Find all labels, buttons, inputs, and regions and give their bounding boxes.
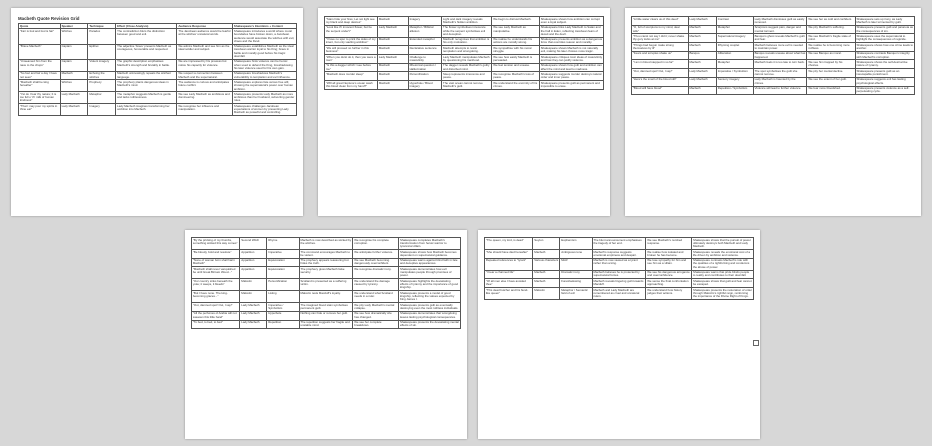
table-cell: The graphic description emphasises Macbeth's strength and brutality in battle.	[116, 59, 177, 71]
table-cell: Hyperbole	[267, 311, 299, 320]
table-cell: Equivocation	[267, 258, 299, 267]
table-cell: Shakespeare contrasts Macbeth's rule with the qualities of a rightful king and condemns the abuse of power.	[692, 258, 754, 270]
table-cell: Euphemism	[560, 238, 592, 250]
table-cell: Banquo	[688, 51, 716, 60]
table-row	[19, 44, 297, 59]
table-cell: Malcolm tests Macduff's loyalty.	[299, 291, 353, 303]
table-cell: Shakespeare presents a model of good kingship, reflecting the values expected by King James I.	[399, 291, 461, 303]
table-cell: Macbeth	[378, 63, 409, 72]
table-cell: Shakespeare highlights the devastating effects of tyranny and the importance of good kingship.	[399, 279, 461, 291]
table-cell: We see him trapped by his choices.	[807, 60, 855, 69]
quote-cell: "Macbeth does murder sleep"	[325, 72, 378, 81]
quote-cell: Repeated references to "tyrant"	[485, 258, 533, 270]
table-cell: We see Macbeth's fragile state of mind.	[807, 34, 855, 43]
table-row	[19, 29, 297, 44]
table-cell: Macbeth unknowingly repeats the witches' language.	[116, 71, 177, 80]
table-cell: Shakespeare shows how Macbeth becomes dependent on supernatural guidance.	[399, 249, 461, 258]
table-cell: We see his dangerous arrogance and overconfidence.	[647, 270, 690, 278]
quote-table	[191, 237, 461, 329]
revision-grid-page-1	[11, 8, 303, 216]
table-cell: Supernatural imagery	[716, 34, 753, 43]
table-cell: Shakespeare presents Lady Macbeth as more ambitious than her husband, subverting gender roles.	[233, 92, 297, 104]
table-cell: Hyperbole / Blood imagery	[408, 81, 441, 90]
table-cell: Shakespeare reveals the emotional cost of a life driven by ambition and violence.	[692, 249, 754, 258]
table-cell: Sleep represents innocence and peace.	[442, 72, 492, 81]
table-cell: The repetition suggests her fragile and unstable mind.	[299, 320, 353, 329]
table-row	[192, 249, 461, 258]
table-cell: Shakespeare warns that pride blinds people to reality and contributes to their downfall.	[692, 270, 754, 279]
table-cell: We are impressed by his prowess but notice his capacity for violence.	[177, 59, 233, 71]
quote-cell: "Fair is foul and foul is fair"	[19, 29, 61, 44]
table-row	[325, 37, 604, 46]
table-cell: Shakespeare demonstrates how evil manipulates people through promises of power.	[399, 267, 461, 279]
table-cell: Shakespeare completes Macbeth's transformation from heroic warrior to tyrannical villain.	[399, 238, 461, 250]
table-cell: Violence will lead to further violence.	[753, 86, 807, 95]
table-row	[325, 17, 604, 26]
quote-cell: "I have no spur to prick the sides of my intent, but only vaulting ambition"	[325, 37, 376, 45]
table-cell: The audience is curious and anticipates future conflict.	[177, 80, 233, 92]
quote-cell: "So foul and fair a day I have not seen"	[19, 71, 61, 80]
table-cell: Shakespeare presents violence as a self-perpetuating cycle.	[855, 86, 914, 95]
table-cell: Lady Macbeth	[378, 25, 409, 37]
table-row	[19, 71, 297, 80]
quote-cell: "None of woman born shall harm Macbeth"	[192, 258, 240, 267]
table-cell: Shakespeare shows how one crime leads to another.	[856, 42, 913, 50]
header-cell: Speaker	[60, 24, 88, 29]
quote-cell: "Things bad begun make strong themselves by ill"	[632, 43, 689, 52]
quote-cell: "Macbeth shall be king hereafter"	[19, 80, 61, 92]
table-row	[632, 51, 915, 60]
quote-cell: "We will proceed no further in this business"	[325, 46, 378, 55]
table-cell: Lady Macbeth is haunted by the crimes.	[753, 77, 807, 86]
table-cell: Macbeth and Lady Macbeth are remembered as cruel and unnatural rulers.	[592, 287, 646, 299]
table-cell: We suspect a connection between Macbeth and the supernatural.	[177, 71, 233, 80]
table-cell: Second Witch	[240, 238, 267, 250]
table-cell: Rhyme	[267, 238, 299, 250]
table-cell: We recognise Macbeth's loss of peace.	[492, 72, 539, 81]
table-cell: We pity Lady Macbeth's mental collapse.	[353, 303, 399, 312]
table-row	[485, 270, 754, 279]
revision-grid-page-3	[625, 8, 921, 216]
table-cell: Shakespeare critiques toxic ideas of masculinity and how they can justify violence.	[540, 54, 603, 62]
table-cell: Various characters	[533, 258, 560, 270]
quote-cell: "To bed, to bed, to bed"	[192, 320, 240, 329]
table-cell: Macbeth's response suggests emotional emptiness and despair.	[592, 249, 646, 258]
quote-cell: "Blood will have blood"	[632, 86, 689, 95]
table-cell: The dagger reveals Macbeth's guilty and disturbed mind.	[442, 63, 492, 72]
table-cell: Lady Macbeth dismisses guilt as easily removed.	[753, 17, 807, 26]
table-cell: Imperative	[267, 249, 299, 258]
table-cell: Epithet	[88, 44, 116, 59]
table-row	[192, 320, 461, 329]
quote-cell: "Unseamed him from the nave to the chops"	[19, 59, 61, 71]
table-row	[325, 55, 604, 64]
table-cell: Metaphor	[88, 92, 116, 104]
table-cell: We lose sympathy for him and see him as a villain.	[646, 258, 692, 270]
table-cell: Shakespeare contrasts Banquo's integrity with Macbeth's corruption.	[855, 51, 914, 60]
table-cell: Lady Macbeth manipulates Macbeth by questioning his manhood.	[442, 55, 492, 64]
table-cell: Macbeth	[688, 25, 716, 34]
table-cell: The adjective 'brave' presents Macbeth as courageous, honourable and respected.	[116, 44, 177, 59]
table-cell: Lady Macbeth	[688, 77, 716, 86]
table-cell: Equivocation	[267, 267, 299, 279]
table-row	[192, 238, 461, 250]
table-cell: Apparition	[240, 258, 267, 267]
table-cell: Lady Macbeth	[688, 69, 716, 78]
table-cell: We begin to distrust Macbeth.	[492, 17, 539, 26]
table-row	[632, 25, 915, 34]
table-cell: Metaphor / Biblical allusion	[408, 25, 441, 37]
quote-cell: "I am in blood stepped in so far"	[632, 60, 689, 69]
table-cell: Light and dark imagery reveals Macbeth's hidden ambition.	[442, 17, 492, 26]
table-cell: Lady Macbeth	[60, 104, 88, 116]
quote-cell: "She should have died hereafter"	[485, 249, 533, 258]
table-cell: We see Macbeth's numbed response.	[646, 238, 692, 250]
table-cell: The command encourages Macbeth to be violent.	[299, 249, 353, 258]
table-cell: Echoing the witches	[88, 71, 116, 80]
table-cell: The prophecy plants dangerous ideas in Macbeth's mind.	[116, 80, 177, 92]
table-cell: Macbeth	[688, 43, 716, 52]
quote-cell: "Of all men else I have avoided thee"	[485, 279, 533, 288]
table-cell: Shakespeare foreshadows Macbeth's vulnerability to temptation and evil influence.	[233, 71, 297, 80]
table-cell: We anticipate further violence.	[353, 249, 399, 258]
table-cell: We see how dramatically she has changed.	[353, 311, 399, 320]
table-cell: Apparition	[240, 249, 267, 258]
table-row	[19, 92, 297, 104]
table-cell: Macbeth feels it is too late to turn back.	[753, 60, 807, 69]
header-cell: Quote	[19, 24, 61, 29]
quote-cell: "Is this a dagger which I see before me"	[325, 63, 378, 72]
header-cell: Technique	[88, 24, 116, 29]
table-cell: Shakespeare presents the restoration of order through Malcolm's rightful reign, reinforcing the importance of the Divine Right of Kings.	[692, 287, 752, 299]
quote-cell: "I bear a charmed life"	[485, 270, 533, 279]
quote-cell: "When you durst do it, then you were a man"	[325, 54, 376, 62]
quote-cell: "Brave Macbeth"	[19, 44, 61, 59]
table-cell: Macbeth	[688, 60, 716, 69]
table-cell: Witches	[60, 29, 88, 44]
table-cell: We pity her mental decline.	[807, 69, 855, 78]
table-cell: Malcolm	[533, 287, 560, 299]
table-cell: Metaphor	[716, 25, 753, 34]
table-cell: We realise he understands his actions are morally wrong.	[492, 37, 539, 46]
table-cell: Shakespeare presents guilt as eventually destroying even the most ruthless individuals.	[399, 303, 461, 312]
table-cell: We recognise her influence and manipulation.	[177, 104, 233, 116]
table-cell: Motif	[560, 258, 592, 270]
table-cell: Listing	[267, 291, 299, 303]
table-cell: The imagined blood stain symbolises permanent guilt.	[299, 303, 353, 312]
table-row	[19, 104, 297, 116]
table-row	[192, 311, 461, 320]
table-row	[485, 279, 754, 288]
table-cell: Personification	[408, 72, 441, 81]
table-cell: Macbeth believes more evil is needed to maintain power.	[753, 43, 807, 52]
quote-cell: "Our country sinks beneath the yoke; it weeps, it bleeds"	[192, 279, 240, 291]
table-cell: We pity Macbeth's suffering.	[807, 25, 855, 34]
resize-handle[interactable]	[753, 340, 759, 346]
table-cell: Lady Macbeth imagines transforming her ambition into Macbeth.	[116, 104, 177, 116]
table-row	[325, 46, 604, 55]
table-cell: Shakespeare suggests murder destroys natural order and inner peace.	[539, 72, 603, 81]
table-row	[19, 59, 297, 71]
table-cell: The blunt announcement emphasises the tragedy of her end.	[592, 238, 646, 250]
table-cell: The metaphor suggests Macbeth is gentle and lacks ruthlessness.	[116, 92, 177, 104]
table-cell: Shakespeare shows that the pursuit of power ultimately destroys both Macbeth and Lady Macbeth.	[692, 238, 754, 250]
table-cell: Shakespeare presents the devastating mental effects of sin.	[399, 320, 459, 328]
table-cell: We recognise his complete corruption.	[353, 238, 399, 250]
table-cell: Macbeth	[378, 46, 409, 55]
table-cell: Rhyming couplet	[716, 43, 753, 52]
quote-cell: "Macbeth shall never vanquished be until Great Birnam Wood..."	[192, 267, 240, 279]
table-cell: We feel tension and unease.	[492, 63, 539, 72]
table-cell: The contradiction blurs the distinction between good and evil.	[116, 29, 177, 44]
table-cell: Imperative / Symbolism	[267, 303, 299, 312]
table-cell: We realise he is becoming more ruthless.	[807, 43, 855, 52]
table-cell: Shakespeare shows how guilt and ambition can affect the mind and lead to madness.	[540, 63, 602, 71]
table-cell: Macbeth	[533, 270, 560, 279]
table-row	[632, 34, 915, 43]
table-cell: Lady Macbeth	[240, 311, 267, 320]
table-cell: Sensory imagery	[716, 77, 753, 86]
table-cell: Macbeth	[60, 71, 88, 80]
table-cell: Shakespeare shows that guilt and fear cannot be escaped.	[692, 278, 752, 287]
table-row	[192, 258, 461, 267]
table-cell: Paradox	[88, 29, 116, 44]
table-row	[485, 258, 754, 270]
quote-cell: "Will all great Neptune's ocean wash this blood clean from my hand?"	[325, 81, 378, 90]
table-cell: Shakespeare shows how ambition can corrupt even a loyal subject.	[539, 17, 603, 26]
table-cell: The flower symbolises innocence while the serpent symbolises evil and deception.	[442, 25, 492, 37]
quote-cell: "O, full of scorpions is my mind, dear wife"	[632, 25, 689, 34]
table-cell: We see how easily Macbeth is persuaded.	[492, 55, 539, 64]
table-cell: We realise how isolated and broken he has become.	[646, 249, 692, 258]
table-cell: Banquo reveals unease about what has happened.	[754, 51, 806, 59]
header-cell: Audience Response	[177, 24, 233, 29]
table-cell: We recognise dramatic irony.	[353, 267, 399, 279]
quote-table	[631, 16, 915, 95]
table-cell: Shakespeare presents ambition as a dangerous force that overrides reason and morality.	[540, 37, 603, 45]
table-cell: Lady Macbeth	[378, 55, 409, 64]
quote-cell: "A little water clears us of this deed"	[632, 17, 689, 26]
quote-cell: "Stars hide your fires; Let not light see my black and deep desires"	[325, 17, 378, 26]
table-cell: Ambiguous tone	[560, 249, 592, 258]
table-cell: We sympathise with his moral struggle.	[492, 46, 539, 55]
table-cell: Lady Macbeth	[240, 320, 267, 329]
table-cell: Captain	[60, 59, 88, 71]
table-cell: We see Banquo as moral.	[807, 51, 855, 60]
table-row	[485, 249, 754, 258]
table-cell: The Jacobean audience would be fearful at the witches' unnatural words.	[177, 29, 233, 44]
table-row	[632, 43, 915, 52]
table-cell: Macbeth	[378, 37, 409, 46]
table-cell: Rhetorical question / Hallucination	[408, 63, 441, 72]
table-cell: Macbeth recognises that ambition is his only motivation.	[442, 37, 492, 46]
table-cell: Macbeth is now viewed as a tyrant rather than a king.	[592, 258, 646, 270]
revision-grid-page-2	[318, 8, 610, 216]
table-row	[325, 63, 604, 72]
table-cell: Macbeth attempts to resist temptation and wrongdoing.	[442, 46, 492, 55]
table-cell: Malcolm	[240, 279, 267, 291]
table-row	[325, 72, 604, 81]
table-cell: We fear more bloodshed.	[807, 86, 855, 95]
table-cell: We understand the damage caused by tyranny.	[353, 279, 399, 291]
table-row	[632, 60, 915, 69]
quote-cell: "Fears and scruples shake us"	[632, 51, 689, 60]
quote-cell: "Here's the smell of the blood still"	[632, 77, 689, 86]
table-row	[485, 287, 754, 299]
table-row	[632, 86, 915, 95]
table-cell: Imagery	[408, 17, 441, 26]
table-cell: Prophecy	[88, 80, 116, 92]
table-row	[632, 17, 915, 26]
table-cell: Dramatic irony	[560, 270, 592, 279]
quote-cell: "Look like th' innocent flower, but be the serpent under't"	[325, 25, 378, 37]
quote-table	[324, 16, 604, 90]
table-cell: Macbeth	[378, 81, 409, 90]
table-cell: Macbeth	[688, 34, 716, 43]
quote-cell: "Be bloody, bold and resolute"	[192, 249, 240, 258]
quote-cell: "Out, damned spot! Out, I say!"	[192, 303, 240, 312]
table-cell: Extended metaphor	[408, 37, 441, 46]
table-cell: Shakespeare suggests evil has lasting psychological effects.	[855, 77, 914, 86]
table-cell: We see her as cold and confident.	[807, 17, 855, 26]
table-cell: We see Macbeth becoming dangerously overconfident.	[353, 258, 399, 267]
table-cell: Lady Macbeth	[688, 17, 716, 26]
table-cell: Violent imagery	[88, 59, 116, 71]
quote-cell: "But I have none. The king-becoming graces..."	[192, 291, 240, 303]
table-cell: Macbeth	[688, 86, 716, 95]
table-cell: Challenge to masculinity	[408, 55, 441, 64]
table-cell: The vast ocean cannot remove Macbeth's guilt.	[442, 81, 492, 90]
header-cell: Shakespeare's Intentions + Context	[233, 24, 297, 29]
table-cell: Shakespeare sets up irony, as Lady Macbeth is later tormented by guilt.	[855, 17, 914, 26]
table-row	[632, 77, 915, 86]
table-cell: We understand the enormity of his crimes.	[492, 81, 539, 90]
table-cell: Macbeth	[378, 72, 409, 81]
table-cell: Shakespeare uses the supernatural to highlight the consequences of regicide.	[855, 34, 914, 43]
table-cell: Macbeth	[378, 17, 409, 26]
table-cell: Apparition	[240, 267, 267, 279]
table-cell: Scotland is presented as a suffering victim.	[299, 279, 353, 291]
table-cell: The prophecy gives Macbeth false security.	[299, 267, 353, 279]
table-cell: Personification	[267, 279, 299, 291]
table-cell: We see Lady Macbeth as ambitious and domineering.	[177, 92, 233, 104]
table-cell: Repetition / Symbolism	[716, 86, 753, 95]
quote-cell: "Yet do I fear thy nature; It is too full o' th' milk of human kindness"	[19, 92, 61, 104]
table-cell: Malcolm	[240, 291, 267, 303]
table-row	[19, 80, 297, 92]
table-cell: Macbeth is now described as wicked by the witches.	[299, 238, 353, 250]
table-cell: Shakespeare links Lady Macbeth to Satan and the Fall in Eden, reflecting Jacobean fears of deceit and the devil.	[539, 25, 603, 37]
quote-cell: "This dead butcher and his fiend-like queen"	[485, 287, 533, 299]
table-cell: Shakespeare shows the self-destructive nature of tyranny.	[855, 60, 914, 69]
table-cell: Metaphor / Semantic field of evil	[560, 287, 592, 299]
quote-cell: "By the pricking of my thumbs, something wicked this way comes"	[192, 238, 240, 250]
table-cell: We see the extent of her guilt.	[807, 77, 855, 86]
table-cell: Contrast	[716, 17, 753, 26]
table-cell: Macbeth	[533, 279, 560, 288]
table-cell: We sense the final confrontation approaching.	[646, 279, 692, 288]
table-cell: Lady Macbeth	[240, 303, 267, 312]
table-cell: We see her complete breakdown.	[353, 320, 399, 329]
table-cell: Shakespeare hints violence can be heroic when used to defend the King, foreshadowing his later violence used for his own gain.	[233, 59, 297, 71]
table-cell: Nothing can hide or remove her guilt.	[299, 311, 353, 320]
table-cell: Shakespeare challenges Jacobean expectations of women by presenting Lady Macbeth as powerful and controlling.	[233, 104, 297, 116]
quote-cell: "Out, damned spot! Out, I say!"	[632, 69, 689, 78]
quote-cell: "That I may pour my spirits in thine ear"	[19, 104, 61, 116]
table-cell: Metaphor	[716, 60, 753, 69]
table-cell: Lady Macbeth	[60, 92, 88, 104]
table-cell: Repetition	[267, 320, 299, 329]
table-cell: Witches	[60, 80, 88, 92]
table-row	[192, 291, 461, 303]
table-cell: Shakespeare warns against blind faith in fate and deceptive appearances.	[399, 258, 461, 267]
table-cell: Macbeth	[533, 249, 560, 258]
document-title: Macbeth Quote Revision Grid	[18, 16, 80, 21]
quote-table	[484, 237, 754, 300]
table-cell: Shakespeare explores fate versus free will, showing the supernatural's power over human ambition.	[233, 80, 297, 92]
table-cell: Shakespeare presents guilt and paranoia as the consequences of sin.	[856, 25, 914, 33]
revision-grid-page-5	[478, 230, 760, 439]
quote-table	[18, 23, 297, 116]
header-cell: Effect (Close Analysis)	[116, 24, 177, 29]
table-cell: Shakespeare shows Macbeth is not naturally evil, making his later choices more tragic.	[539, 46, 603, 55]
table-cell: The prophecy appears reassuring but hides the truth.	[299, 258, 353, 267]
table-cell: Captain	[60, 44, 88, 59]
table-cell: Shakespeare introduces a world where moral boundaries have broken down, a Jacobean audience would associate the witches with evil, chaos and the Devil.	[233, 29, 297, 44]
quote-cell: "Thou canst not say I did it; never shake thy gory locks at me"	[632, 34, 689, 43]
table-row	[325, 81, 604, 90]
table-cell: Shakespeare establishes Macbeth as the ideal Jacobean warrior loyal to his King; brave in battle and morally good before his tragic downfall.	[233, 44, 297, 59]
table-cell: Scorpions suggest pain, danger and mental torment.	[753, 25, 807, 34]
table-row	[325, 25, 604, 37]
table-row	[485, 238, 754, 250]
table-cell: We admire Macbeth and see him as the ideal soldier and subject.	[177, 44, 233, 59]
table-cell: Shakespeare presents guilt as an inescapable punishment.	[855, 69, 914, 78]
table-cell: Imagery	[88, 104, 116, 116]
table-cell: We see Lady Macbeth as manipulative.	[492, 25, 539, 37]
table-cell: Seyton	[533, 238, 560, 250]
table-cell: We understand what Scotland needs in a ruler.	[353, 291, 399, 303]
table-row	[632, 69, 915, 78]
table-cell: Declarative sentence	[408, 46, 441, 55]
table-cell: We understand how history judges their actions.	[646, 287, 692, 299]
table-cell: Imperative / Symbolism	[716, 69, 753, 78]
table-cell: Alliteration	[716, 51, 753, 60]
table-cell: Shakespeare demonstrates that wrongdoing leaves lasting psychological consequences.	[399, 311, 461, 320]
table-row	[192, 267, 461, 279]
quote-cell: "All the perfumes of Arabia will not sweeten this little hand"	[192, 311, 240, 320]
table-cell: Foreshadowing	[560, 279, 592, 288]
revision-grid-page-4	[185, 230, 467, 439]
table-cell: Macbeth reveals lingering guilt towards Macduff.	[592, 279, 646, 288]
quote-cell: "The queen, my lord, is dead"	[485, 238, 533, 250]
table-cell: Shakespeare presents guilt as permanent and impossible to erase.	[539, 81, 603, 90]
table-row	[192, 303, 461, 312]
table-row	[192, 279, 461, 291]
table-cell: Macbeth believes he is protected by supernatural forces.	[592, 270, 646, 279]
table-cell: The spot symbolises the guilt she cannot remove.	[753, 69, 807, 78]
table-cell: Banquo's ghost reveals Macbeth's guilt and fear.	[753, 34, 807, 43]
